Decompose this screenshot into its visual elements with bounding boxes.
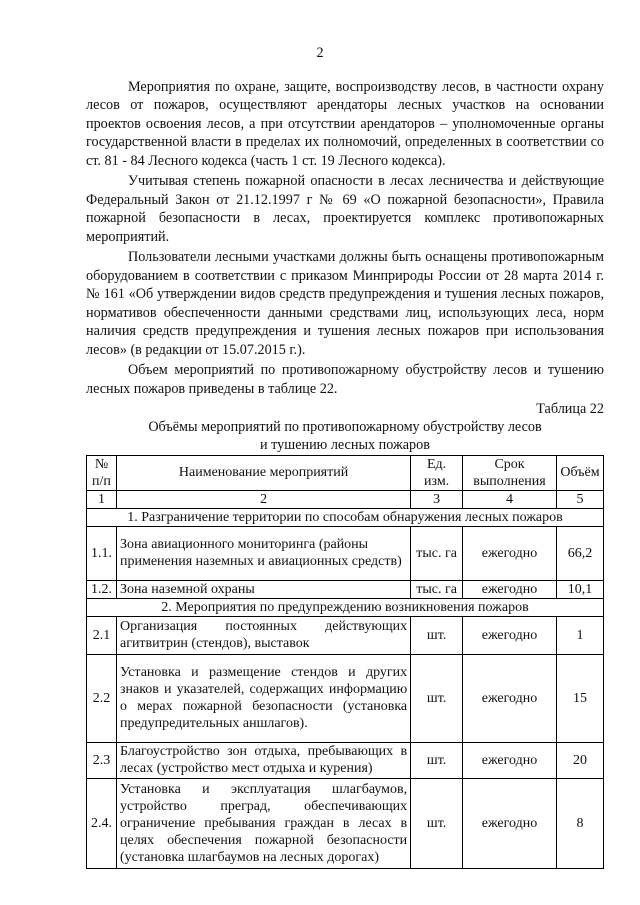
row-volume: 20: [556, 742, 603, 778]
row-unit: шт.: [411, 654, 463, 742]
table-header-row: [87, 455, 604, 490]
index-cell: 1: [87, 490, 117, 508]
row-num: 2.3: [87, 742, 117, 778]
header-unit: Ед. изм.: [411, 455, 463, 490]
table-index-row: [87, 490, 604, 508]
section-title-2: 2. Мероприятия по предупреждению возникновения пожаров: [87, 598, 604, 616]
header-num: № п/п: [87, 455, 117, 490]
row-unit: тыс. га: [411, 580, 463, 598]
header-term: Срок выполнения: [463, 455, 557, 490]
table-row: [87, 742, 604, 778]
row-name: Установка и эксплуатация шлагбаумов, устройство преград, обеспечивающих ограничение пребывания граждан в лесах в целях обеспечения пожарной безопасности (установка шлагбаумов на лесных дорогах): [116, 778, 410, 868]
row-unit: тыс. га: [411, 526, 463, 580]
row-term: ежегодно: [463, 616, 557, 654]
table-title-line-2: и тушению лесных пожаров: [260, 437, 430, 453]
row-name: Благоустройство зон отдыха, пребывающих в лесах (устройство мест отдыха и курения): [116, 742, 410, 778]
table-row: [87, 778, 604, 868]
row-num: 2.1: [87, 616, 117, 654]
paragraph-2: Учитывая степень пожарной опасности в лесах лесничества и действующие Федеральный Закон от 21.12.1997 г № 69 «О пожарной безопасности», Правила пожарной безопасности в лесах, проектируется комплекс противопожарных мероприятий.: [86, 173, 604, 245]
index-cell: 4: [463, 490, 557, 508]
index-cell: 3: [411, 490, 463, 508]
table-title: [86, 418, 604, 455]
row-num: 1.2.: [87, 580, 117, 598]
paragraph-3: Пользователи лесными участками должны быть оснащены противопожарным оборудованием в соответствии с приказом Минприроды России от 28 марта 2014 г. № 161 «Об утверждении видов средств предупреждения и тушения лесных пожаров, нормативов обеспеченности данными средствами лиц, использующих леса, норм наличия средств предупреждения и тушения лесных пожаров при использования лесов» (в редакции от 15.07.2015 г.).: [86, 249, 604, 358]
section-row: [87, 598, 604, 616]
index-cell: 5: [556, 490, 603, 508]
row-volume: 66,2: [556, 526, 603, 580]
row-volume: 1: [556, 616, 603, 654]
row-num: 2.2: [87, 654, 117, 742]
row-term: ежегодно: [463, 654, 557, 742]
row-term: ежегодно: [463, 526, 557, 580]
row-num: 2.4.: [87, 778, 117, 868]
row-volume: 15: [556, 654, 603, 742]
paragraph-1: Мероприятия по охране, защите, воспроизводству лесов, в частности охрану лесов от пожаров, осуществляют арендаторы лесных участков на основании проектов освоения лесов, а при отсутствии арендаторов – уполномоченные органы государственной власти в пределах их полномочий, определенных в соответствии со ст. 81 - 84 Лесного кодекса (часть 1 ст. 19 Лесного кодекса).: [86, 78, 604, 169]
header-volume: Объём: [556, 455, 603, 490]
index-cell: 2: [116, 490, 410, 508]
row-term: ежегодно: [463, 580, 557, 598]
row-volume: 10,1: [556, 580, 603, 598]
section-row: [87, 508, 604, 526]
row-name: Организация постоянных действующих агитвитрин (стендов), выставок: [116, 616, 410, 654]
table-row: [87, 580, 604, 598]
table-row: [87, 654, 604, 742]
row-num: 1.1.: [87, 526, 117, 580]
row-term: ежегодно: [463, 742, 557, 778]
row-name: Установка и размещение стендов и других знаков и указателей, содержащих информацию о мерах пожарной безопасности (установка предупредительных аншлагов).: [116, 654, 410, 742]
section-title-1: 1. Разграничение территории по способам обнаружения лесных пожаров: [87, 508, 604, 526]
header-name: Наименование мероприятий: [116, 455, 410, 490]
row-name: Зона авиационного мониторинга (районы применения наземных и авиационных средств): [116, 526, 410, 580]
row-term: ежегодно: [463, 778, 557, 868]
paragraph-4: Объем мероприятий по противопожарному обустройству лесов и тушению лесных пожаров приведены в таблице 22.: [86, 362, 604, 397]
table-row: [87, 526, 604, 580]
row-volume: 8: [556, 778, 603, 868]
measures-table: [86, 455, 604, 869]
row-unit: шт.: [411, 778, 463, 868]
page-number: 2: [316, 45, 324, 61]
table-row: [87, 616, 604, 654]
row-name: Зона наземной охраны: [116, 580, 410, 598]
row-unit: шт.: [411, 742, 463, 778]
row-unit: шт.: [411, 616, 463, 654]
table-label: Таблица 22: [536, 401, 604, 417]
table-title-line-1: Объёмы мероприятий по противопожарному обустройству лесов: [148, 418, 542, 435]
